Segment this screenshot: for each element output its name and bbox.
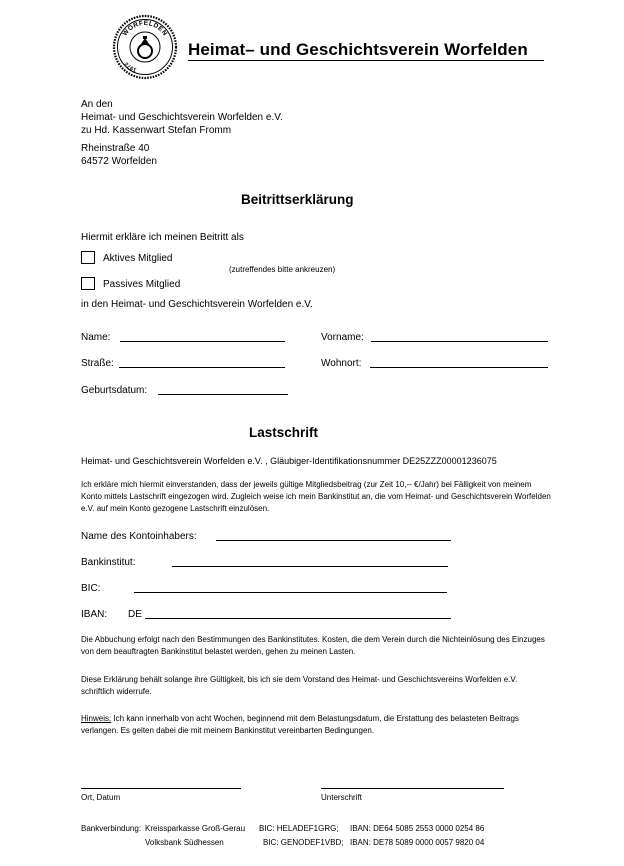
- debit-title: Lastschrift: [249, 425, 319, 440]
- street-label: Straße:: [81, 358, 114, 369]
- checkbox-hint: (zutreffendes bitte ankreuzen): [229, 265, 336, 274]
- place-date-label: Ort, Datum: [81, 793, 121, 802]
- city-field[interactable]: [370, 367, 548, 368]
- street-field[interactable]: [119, 367, 285, 368]
- name-label: Name:: [81, 332, 111, 343]
- bic-field[interactable]: [134, 592, 447, 593]
- footer-bank1-iban: IBAN: DE64 5085 2553 0000 0254 86: [350, 824, 485, 833]
- header-rule: [188, 60, 544, 61]
- footer-bank2-name: Volksbank Südhessen: [145, 838, 224, 847]
- address-line: Heimat- und Geschichtsverein Worfelden e.V.: [81, 112, 283, 123]
- address-street: Rheinstraße 40: [81, 143, 150, 154]
- seal-outer-text: WORFELDEN: [121, 19, 169, 38]
- debit-terms-paragraph: Die Abbuchung erfolgt nach den Bestimmungen des Bankinstitutes. Kosten, die dem Verein durch die Nichteinlösung des Einzuges von dem beauftragten Bankinstitut belastet werden, gehen zu meinen Lasten.: [81, 635, 545, 656]
- hint-text: Ich kann innerhalb von acht Wochen, beginnend mit dem Belastungsdatum, die Erstattung des belasteten Beitrags verlangen. Es gelten dabei die mit meinem Bankinstitut vereinbarten Bedingungen.: [81, 714, 519, 735]
- active-member-label: Aktives Mitglied: [103, 253, 173, 264]
- address-line: An den: [81, 99, 113, 110]
- membership-outro: in den Heimat- und Geschichtsverein Worfelden e.V.: [81, 299, 313, 310]
- passive-member-checkbox[interactable]: [81, 277, 95, 290]
- hint-label: Hinweis:: [81, 714, 112, 723]
- footer-bank2-iban: IBAN: DE78 5089 0000 0057 9820 04: [350, 838, 485, 847]
- iban-field[interactable]: [145, 618, 451, 619]
- active-member-checkbox[interactable]: [81, 251, 95, 264]
- signature-field[interactable]: [321, 788, 504, 789]
- mandate-text: Ich erkläre mich hiermit einverstanden, dass der jeweils gültige Mitgliedsbeitrag (zur Zeit 10,-- €/Jahr) bei Fälligkeit von meinem Konto mittels Lastschrift eingezogen wird. Zugleich weise ich mein Bankinstitut an, die vom Heimat- und Geschichtsverein Worfelden e.V. auf mein Konto gezogene Lastschrift einzulösen.: [81, 480, 551, 513]
- footer-bank1-bic: BIC: HELADEF1GRG;: [259, 824, 339, 833]
- name-field[interactable]: [120, 341, 285, 342]
- iban-label: IBAN:: [81, 609, 108, 620]
- address-city: 64572 Worfelden: [81, 156, 157, 167]
- bank-label: Bankinstitut:: [81, 557, 136, 568]
- membership-title: Beitrittserklärung: [241, 192, 354, 207]
- passive-member-label: Passives Mitglied: [103, 279, 181, 290]
- firstname-label: Vorname:: [321, 332, 364, 343]
- header-title: Heimat– und Geschichtsverein Worfelden: [188, 40, 528, 59]
- birthdate-field[interactable]: [158, 394, 288, 395]
- seal-icon: [112, 14, 178, 80]
- account-holder-field[interactable]: [216, 540, 451, 541]
- iban-prefix: DE: [128, 609, 142, 620]
- bank-field[interactable]: [172, 566, 448, 567]
- refund-hint: [81, 713, 551, 737]
- footer-label: Bankverbindung:: [81, 824, 142, 833]
- city-label: Wohnort:: [321, 358, 362, 369]
- place-date-field[interactable]: [81, 788, 241, 789]
- bic-label: BIC:: [81, 583, 101, 594]
- firstname-field[interactable]: [371, 341, 548, 342]
- account-holder-label: Name des Kontoinhabers:: [81, 531, 197, 542]
- membership-intro: Hiermit erkläre ich meinen Beitritt als: [81, 232, 244, 243]
- seal-year: 1972: [123, 60, 138, 73]
- creditor-id: Heimat- und Geschichtsverein Worfelden e.V. , Gläubiger-Identifikationsnummer DE25ZZZ00001236075: [81, 456, 497, 466]
- footer-bank2-bic: BIC: GENODEF1VBD;: [263, 838, 344, 847]
- revocation-paragraph: Diese Erklärung behält solange ihre Gültigkeit, bis ich sie dem Vorstand des Heimat- und Geschichtsvereins Worfelden e.V. schriftlich widerrufe.: [81, 675, 518, 696]
- address-line: zu Hd. Kassenwart Stefan Fromm: [81, 125, 232, 136]
- footer-bank1-name: Kreissparkasse Groß-Gerau: [145, 824, 246, 833]
- association-seal: [112, 14, 178, 80]
- address-block: [81, 98, 283, 168]
- birthdate-label: Geburtsdatum:: [81, 385, 148, 396]
- signature-label: Unterschrift: [321, 793, 362, 802]
